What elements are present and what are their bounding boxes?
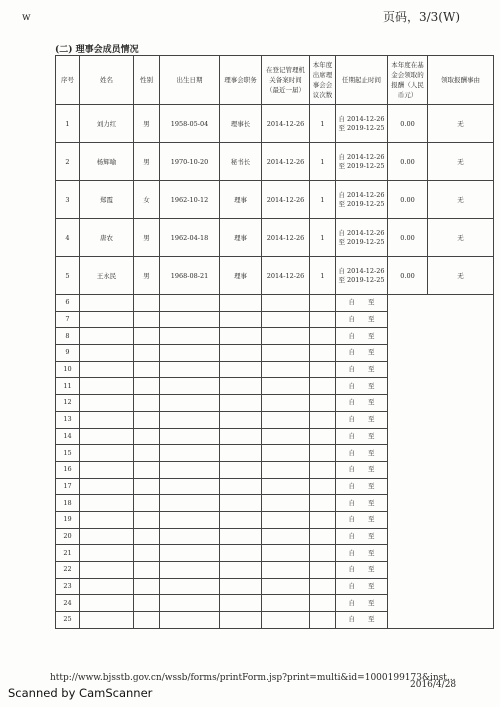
cell-seq: 12 — [56, 395, 80, 412]
cell-filed: 2014-12-26 — [262, 105, 310, 143]
cell-reason: 无 — [428, 143, 494, 181]
cell-pay: 0.00 — [388, 181, 428, 219]
cell-term: 自 至 — [336, 612, 388, 629]
table-header-row — [56, 56, 494, 105]
cell-term: 自 至 — [336, 311, 388, 328]
footer-date: 2016/4/28 — [410, 680, 457, 690]
table-row — [56, 105, 494, 143]
cell-filed: 2014-12-26 — [262, 257, 310, 295]
column-header-seq: 序号 — [56, 56, 80, 105]
cell-term — [336, 257, 388, 295]
table-row — [56, 219, 494, 257]
cell-meetings: 1 — [310, 257, 336, 295]
cell-term: 自 至 — [336, 395, 388, 412]
cell-term: 自 至 — [336, 495, 388, 512]
cell-birth: 1958-05-04 — [160, 105, 220, 143]
cell-seq: 16 — [56, 461, 80, 478]
cell-role: 理事长 — [220, 105, 262, 143]
cell-term: 自 至 — [336, 562, 388, 579]
cell-seq: 6 — [56, 295, 80, 312]
cell-pay: 0.00 — [388, 219, 428, 257]
cell-pay: 0.00 — [388, 105, 428, 143]
cell-term: 自 至 — [336, 378, 388, 395]
cell-filed: 2014-12-26 — [262, 181, 310, 219]
cell-term — [336, 181, 388, 219]
cell-term: 自 至 — [336, 328, 388, 345]
cell-name: 唐农 — [80, 219, 134, 257]
term-to: 至 2019-12-25 — [338, 161, 385, 170]
cell-reason: 无 — [428, 105, 494, 143]
cell-term: 自 至 — [336, 511, 388, 528]
cell-term: 自 至 — [336, 478, 388, 495]
column-header-meetings: 本年度出席理事会会议次数 — [310, 56, 336, 105]
section-title: (二) 理事会成员情况 — [55, 45, 139, 55]
cell-seq: 22 — [56, 562, 80, 579]
table-row — [56, 143, 494, 181]
cell-seq: 9 — [56, 345, 80, 362]
cell-filed: 2014-12-26 — [262, 143, 310, 181]
cell-seq: 19 — [56, 511, 80, 528]
term-to: 至 2019-12-25 — [338, 123, 385, 132]
cell-seq: 10 — [56, 361, 80, 378]
cell-reason: 无 — [428, 181, 494, 219]
column-header-birth: 出生日期 — [160, 56, 220, 105]
cell-reason: 无 — [428, 219, 494, 257]
term-from: 自 2014-12-26 — [338, 228, 385, 237]
cell-birth: 1962-10-12 — [160, 181, 220, 219]
term-to: 至 2019-12-25 — [338, 199, 385, 208]
cell-name: 刘力红 — [80, 105, 134, 143]
page-number: 页码，3/3(W) — [382, 10, 460, 24]
cell-seq: 23 — [56, 578, 80, 595]
cell-term — [336, 105, 388, 143]
cell-role: 秘书长 — [220, 143, 262, 181]
cell-term: 自 至 — [336, 345, 388, 362]
cell-seq: 20 — [56, 528, 80, 545]
cell-birth: 1962-04-18 — [160, 219, 220, 257]
cell-term: 自 至 — [336, 578, 388, 595]
cell-seq: 5 — [56, 257, 80, 295]
cell-pay: 0.00 — [388, 143, 428, 181]
cell-name: 王永民 — [80, 257, 134, 295]
cell-birth: 1968-08-21 — [160, 257, 220, 295]
cell-meetings: 1 — [310, 181, 336, 219]
cell-seq: 8 — [56, 328, 80, 345]
cell-name: 杨辉喻 — [80, 143, 134, 181]
cell-seq: 3 — [56, 181, 80, 219]
cell-pay: 0.00 — [388, 257, 428, 295]
term-to: 至 2019-12-25 — [338, 275, 385, 284]
footer-url: http://www.bjsstb.gov.cn/wssb/forms/printForm.jsp?print=multi&id=1000199173&inst... — [50, 673, 456, 683]
term-from: 自 2014-12-26 — [338, 114, 385, 123]
cell-gender: 男 — [134, 219, 160, 257]
cell-seq: 25 — [56, 612, 80, 629]
cell-role: 理事 — [220, 181, 262, 219]
cell-term — [336, 143, 388, 181]
cell-seq: 24 — [56, 595, 80, 612]
cell-term: 自 至 — [336, 545, 388, 562]
cell-seq: 1 — [56, 105, 80, 143]
cell-seq: 15 — [56, 445, 80, 462]
column-header-pay: 本年度在基金会领取的报酬（人民币元） — [388, 56, 428, 105]
cell-filed: 2014-12-26 — [262, 219, 310, 257]
cell-term: 自 至 — [336, 595, 388, 612]
cell-seq: 2 — [56, 143, 80, 181]
cell-term — [336, 219, 388, 257]
cell-term: 自 至 — [336, 428, 388, 445]
cell-seq: 4 — [56, 219, 80, 257]
cell-term: 自 至 — [336, 461, 388, 478]
cell-meetings: 1 — [310, 219, 336, 257]
cell-seq: 21 — [56, 545, 80, 562]
cell-seq: 18 — [56, 495, 80, 512]
cell-gender: 男 — [134, 257, 160, 295]
column-header-term: 任期起止时间 — [336, 56, 388, 105]
scanner-watermark: Scanned by CamScanner — [8, 686, 153, 700]
cell-seq: 14 — [56, 428, 80, 445]
cell-term: 自 至 — [336, 295, 388, 312]
term-to: 至 2019-12-25 — [338, 237, 385, 246]
term-from: 自 2014-12-26 — [338, 190, 385, 199]
cell-gender: 男 — [134, 105, 160, 143]
cell-birth: 1970-10-20 — [160, 143, 220, 181]
cell-reason: 无 — [428, 257, 494, 295]
cell-term: 自 至 — [336, 361, 388, 378]
cell-term: 自 至 — [336, 411, 388, 428]
cell-meetings: 1 — [310, 143, 336, 181]
term-from: 自 2014-12-26 — [338, 152, 385, 161]
table-row — [56, 181, 494, 219]
cell-seq: 11 — [56, 378, 80, 395]
column-header-name: 姓名 — [80, 56, 134, 105]
cell-gender: 女 — [134, 181, 160, 219]
cell-term: 自 至 — [336, 445, 388, 462]
cell-seq: 17 — [56, 478, 80, 495]
column-header-role: 理事会职务 — [220, 56, 262, 105]
cell-name: 郑霞 — [80, 181, 134, 219]
cell-term: 自 至 — [336, 528, 388, 545]
header-mark: w — [22, 12, 31, 23]
cell-gender: 男 — [134, 143, 160, 181]
table-row — [56, 295, 494, 312]
cell-seq: 7 — [56, 311, 80, 328]
cell-meetings: 1 — [310, 105, 336, 143]
cell-seq: 13 — [56, 411, 80, 428]
cell-role: 理事 — [220, 219, 262, 257]
column-header-reason: 领取报酬事由 — [428, 56, 494, 105]
board-members-table — [55, 55, 494, 629]
column-header-filed: 在登记管理机关备案时间（最近一届） — [262, 56, 310, 105]
term-from: 自 2014-12-26 — [338, 266, 385, 275]
column-header-gender: 性别 — [134, 56, 160, 105]
cell-role: 理事 — [220, 257, 262, 295]
table-row — [56, 257, 494, 295]
blank-area — [388, 295, 494, 629]
